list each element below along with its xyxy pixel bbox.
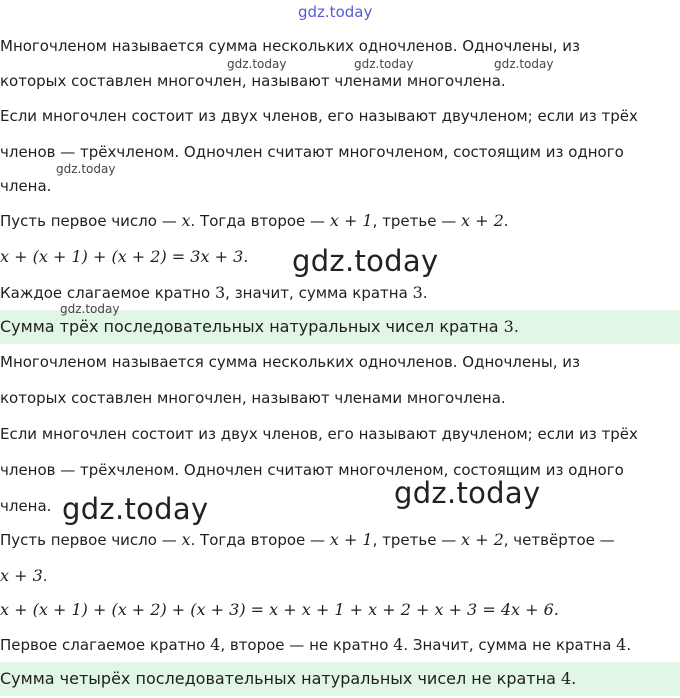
definition-line: Многочленом называется сумма нескольких одночленов. Одночлены, из xyxy=(0,37,581,55)
let-text: , третье — xyxy=(372,531,461,549)
definition-line: Многочленом называется сумма нескольких одночленов. Одночлены, из xyxy=(0,353,581,371)
answer-text: Сумма четырёх последовательных натуральных чисел не кратна xyxy=(0,669,561,688)
div-text: . Значит, сумма не кратна xyxy=(403,636,617,654)
answer-line xyxy=(0,669,576,689)
let-text: . xyxy=(42,567,48,585)
math-num: 3 xyxy=(214,283,226,302)
let-text: . Тогда второе — xyxy=(190,531,330,549)
answer-text: . xyxy=(513,317,519,336)
let-text: , третье — xyxy=(372,212,461,230)
watermark-large: gdz.today xyxy=(394,476,541,510)
watermark-large: gdz.today xyxy=(292,244,439,278)
watermark-top: gdz.today xyxy=(298,3,373,21)
answer-line xyxy=(0,317,519,337)
math-num: 4 xyxy=(616,635,627,654)
math-num: 3 xyxy=(412,283,423,302)
math-var: x xyxy=(181,211,191,230)
math-expr: x + 1 xyxy=(329,530,373,549)
binomial-line: Если многочлен состоит из двух членов, его называют двучленом; если из трёх xyxy=(0,425,638,443)
let-numbers-line xyxy=(0,530,615,550)
math-expr: x + 2 xyxy=(460,211,504,230)
math-num: 4 xyxy=(560,669,572,688)
div-text: Первое слагаемое кратно xyxy=(0,636,211,654)
div-text: . xyxy=(626,636,632,654)
math-expr: x + 2 xyxy=(460,530,504,549)
watermark-small: gdz.today xyxy=(56,162,116,176)
math-num: 3 xyxy=(503,317,514,336)
div-text: Каждое слагаемое кратно xyxy=(0,284,215,302)
binomial-line: члена. xyxy=(0,177,52,195)
binomial-line: членов — трёхчленом. Одночлен считают многочленом, состоящим из одного xyxy=(0,461,624,479)
let-text: , четвёртое — xyxy=(503,531,615,549)
math-num: 4 xyxy=(210,635,221,654)
let-numbers-line-cont xyxy=(0,566,48,586)
watermark-small: gdz.today xyxy=(227,57,287,71)
let-text: . Тогда второе — xyxy=(190,212,330,230)
answer-text: Сумма трёх последовательных натуральных чисел кратна xyxy=(0,317,504,336)
math-expr: x + 3 xyxy=(0,566,43,585)
binomial-line: членов — трёхчленом. Одночлен считают многочленом, состоящим из одного xyxy=(0,143,624,161)
div-text: . xyxy=(422,284,428,302)
let-numbers-line xyxy=(0,211,509,231)
definition-line: которых составлен многочлен, называют членами многочлена. xyxy=(0,389,506,407)
math-var: x xyxy=(181,530,191,549)
definition-line: которых составлен многочлен, называют членами многочлена. xyxy=(0,72,506,90)
binomial-line: Если многочлен состоит из двух членов, его называют двучленом; если из трёх xyxy=(0,107,638,125)
let-text: . xyxy=(503,212,509,230)
divisibility-line xyxy=(0,635,631,655)
watermark-small: gdz.today xyxy=(494,57,554,71)
watermark-small: gdz.today xyxy=(60,302,120,316)
let-text: Пусть первое число — xyxy=(0,212,182,230)
watermark-large: gdz.today xyxy=(62,492,209,526)
answer-text: . xyxy=(571,669,577,688)
sum-equation: x + (x + 1) + (x + 2) = 3x + 3. xyxy=(0,247,249,266)
let-text: Пусть первое число — xyxy=(0,531,182,549)
math-expr: x + 1 xyxy=(329,211,373,230)
div-text: , значит, сумма кратна xyxy=(225,284,413,302)
divisibility-line xyxy=(0,283,428,303)
math-num: 4 xyxy=(393,635,404,654)
div-text: , второе — не кратно xyxy=(220,636,394,654)
watermark-small: gdz.today xyxy=(354,57,414,71)
binomial-line: члена. xyxy=(0,497,52,515)
sum-equation: x + (x + 1) + (x + 2) + (x + 3) = x + x + 1 + x + 2 + x + 3 = 4x + 6. xyxy=(0,600,559,619)
